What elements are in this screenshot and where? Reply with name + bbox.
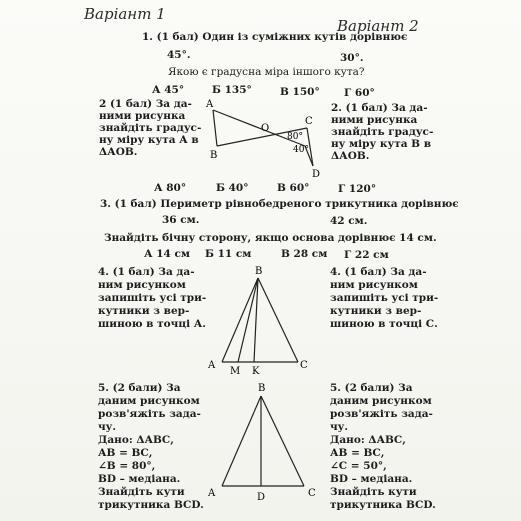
q2-option-d: Г 120° [338, 183, 377, 195]
q5-right-line: Дано: ΔАВС, [330, 434, 406, 446]
q5-left-line: АВ = ВС, [98, 447, 153, 459]
q2-option-b: Б 40° [216, 182, 249, 194]
q3-option-c: В 28 см [281, 248, 328, 260]
q5-label-c: C [308, 488, 316, 499]
q2-left-line: ними рисунка [99, 110, 186, 122]
q4-right-line: запишіть усі три- [330, 292, 439, 304]
q5-label-b: B [258, 383, 266, 394]
q3-question: Знайдіть бічну сторону, якщо основа дорівнює 14 см. [104, 232, 437, 244]
q5-right-line: ∠С = 50°, [330, 460, 387, 472]
q4-label-c: C [300, 360, 308, 371]
q5-left-line: ∠В = 80°, [98, 460, 156, 472]
q4-left-line: 4. (1 бал) За да- [98, 266, 195, 278]
q3-right-value: 42 см. [330, 215, 368, 227]
q2-right-line: 2. (1 бал) За да- [331, 102, 428, 114]
q4-figure [200, 264, 318, 378]
q1-option-d: Г 60° [344, 87, 375, 99]
q5-right-line: 5. (2 бали) За [330, 382, 413, 394]
q2-left-line: знайдіть градус- [99, 122, 202, 134]
q4-right-line: 4. (1 бал) За да- [330, 266, 427, 278]
q2-label-a: A [206, 99, 214, 110]
q2-right-line: ΔАОВ. [331, 150, 370, 162]
variant-1-title: Варіант 1 [84, 5, 166, 23]
q2-option-a: А 80° [154, 182, 187, 194]
q1-left-value: 45°. [167, 49, 191, 61]
q2-left-line: ну міру кута А в [99, 134, 199, 146]
q2-option-c: В 60° [277, 182, 310, 194]
q2-right-line: ну міру кута В в [331, 138, 431, 150]
q4-label-m: M [230, 366, 241, 377]
q5-right-line: чу. [330, 421, 349, 433]
q2-angle-80: 80° [287, 132, 303, 142]
q2-right-line: знайдіть градус- [331, 126, 434, 138]
q5-left-line: чу. [98, 421, 117, 433]
q5-right-line: даним рисунком [330, 395, 432, 407]
q5-left-line: BD – медіана. [98, 473, 181, 485]
q5-right-line: BD – медіана. [330, 473, 413, 485]
q4-left-line: ним рисунком [98, 279, 186, 291]
q2-right-line: ними рисунка [331, 114, 418, 126]
q5-left-line: Дано: ΔАВС, [98, 434, 174, 446]
q4-label-k: K [252, 366, 260, 377]
q2-left-line: ΔАОВ. [99, 146, 138, 158]
q3-option-b: Б 11 см [205, 248, 252, 260]
q5-right-line: АВ = ВС, [330, 447, 385, 459]
q4-right-line: шиною в точці С. [330, 318, 438, 330]
q1-option-a: А 45° [152, 84, 185, 96]
q5-right-line: Знайдіть кути [330, 486, 417, 498]
q2-label-b: B [210, 150, 218, 161]
q5-left-line: Знайдіть кути [98, 486, 185, 498]
q5-label-a: A [208, 488, 216, 499]
q3-heading: 3. (1 бал) Периметр рівнобедреного трикутника дорівнює [100, 198, 459, 210]
q5-figure [200, 380, 326, 504]
q5-right-line: трикутника BCD. [330, 499, 436, 511]
q2-left-line: 2 (1 бал) За да- [99, 98, 192, 110]
variant-2-title: Варіант 2 [337, 17, 419, 35]
q4-label-a: A [208, 360, 216, 371]
q2-label-d: D [312, 169, 321, 180]
q1-right-value: 30°. [340, 52, 364, 64]
q4-label-b: B [255, 266, 263, 277]
q5-left-line: трикутника BCD. [98, 499, 204, 511]
q4-right-line: кутники з вер- [330, 305, 422, 317]
q2-label-c: C [305, 116, 313, 127]
q1-question: Якою є градусна міра іншого кута? [168, 66, 365, 78]
q4-left-line: кутники з вер- [98, 305, 190, 317]
q3-option-a: А 14 см [144, 248, 190, 260]
q5-left-line: 5. (2 бали) За [98, 382, 181, 394]
q5-label-d: D [257, 492, 266, 503]
q3-left-value: 36 см. [162, 214, 200, 226]
q4-left-line: шиною в точці А. [98, 318, 206, 330]
q3-option-d: Г 22 см [344, 249, 389, 261]
q4-right-line: ним рисунком [330, 279, 418, 291]
q5-right-line: розв'яжіть зада- [330, 408, 433, 420]
q5-left-line: даним рисунком [98, 395, 200, 407]
q1-option-b: Б 135° [212, 84, 252, 96]
q2-label-o: O [261, 123, 270, 134]
q4-left-line: запишіть усі три- [98, 292, 207, 304]
q2-angle-40: 40° [293, 145, 309, 155]
q1-heading: 1. (1 бал) Один із суміжних кутів дорівнює [142, 31, 408, 43]
q5-left-line: розв'яжіть зада- [98, 408, 201, 420]
q1-option-c: В 150° [280, 86, 320, 98]
q2-figure [195, 98, 327, 182]
